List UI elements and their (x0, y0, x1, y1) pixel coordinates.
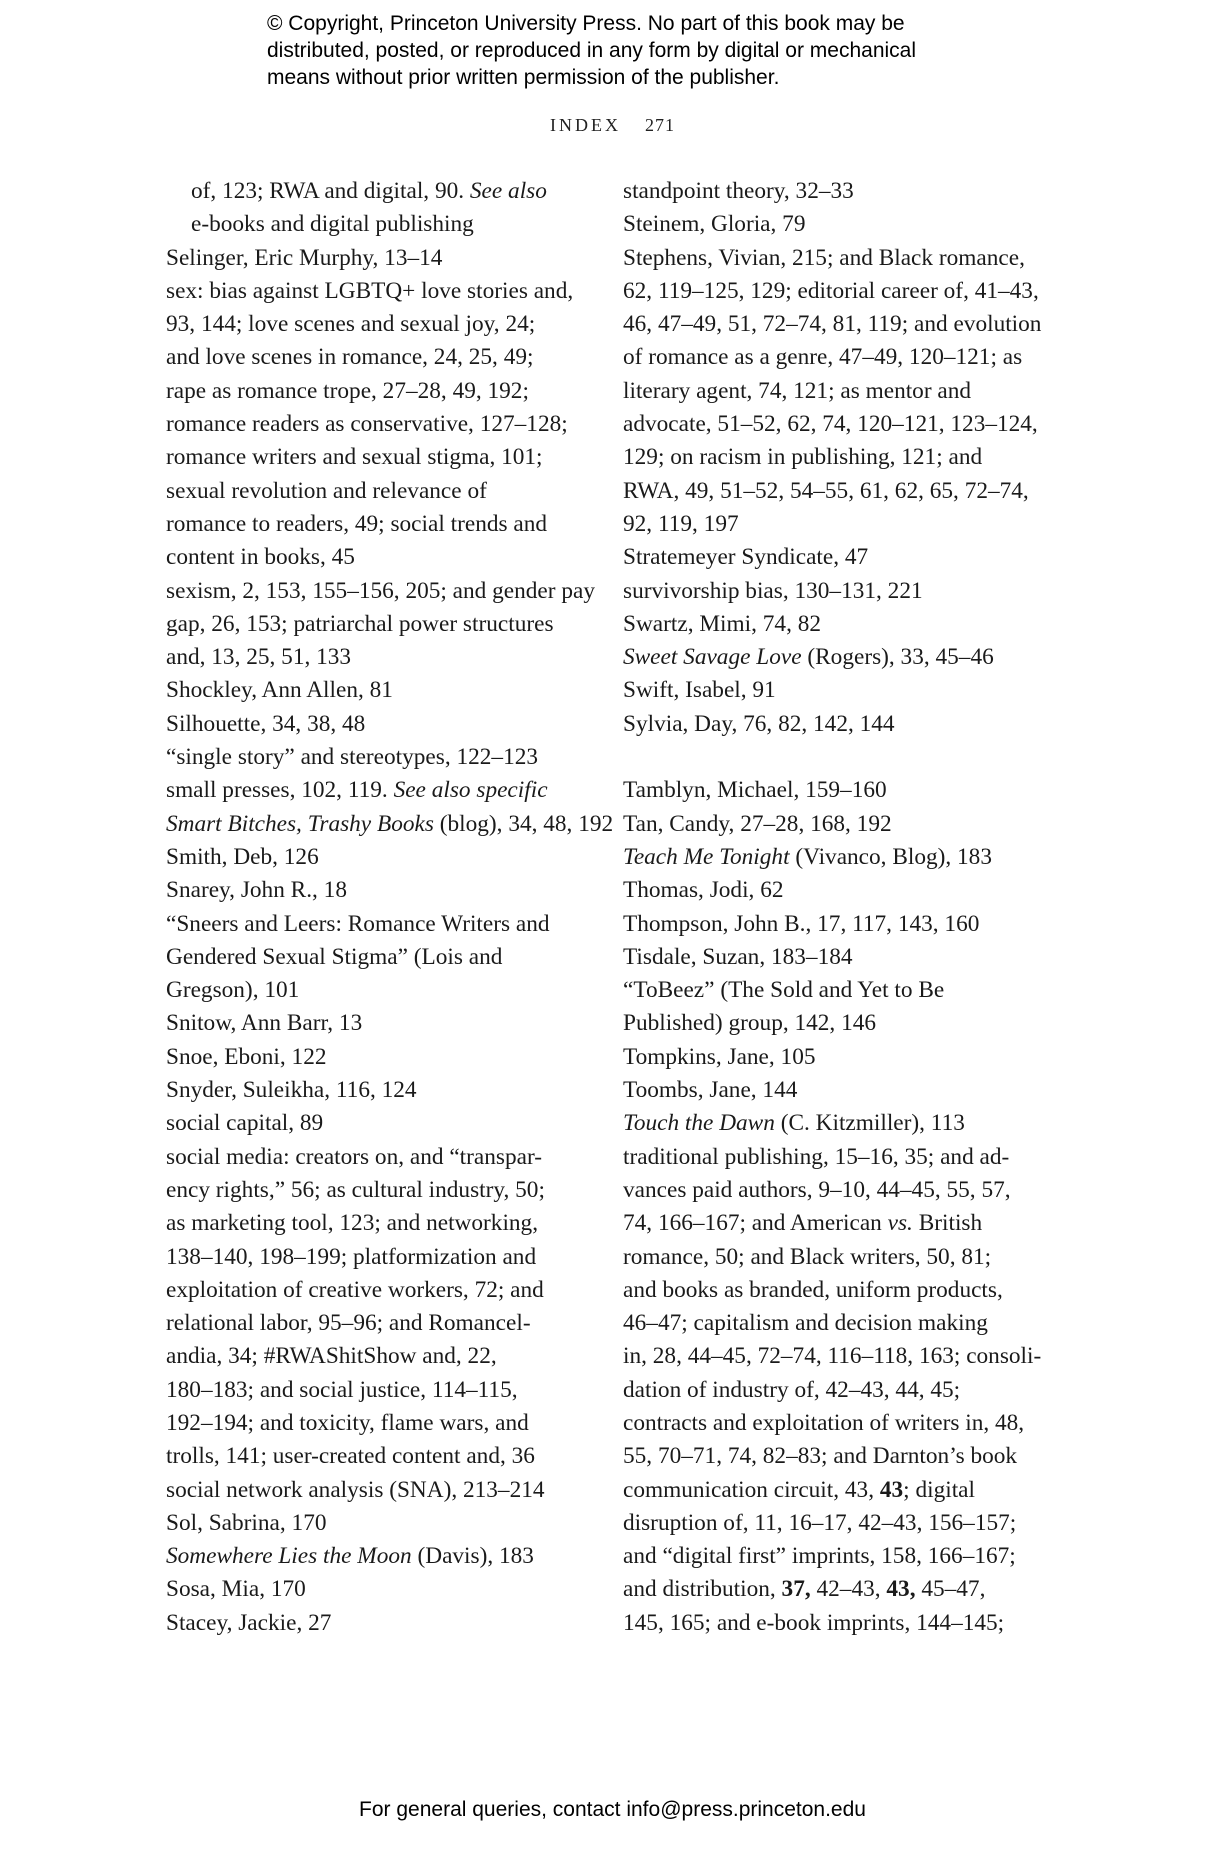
index-text-run: Shockley, Ann Allen, 81 (166, 677, 393, 704)
footer-contact: For general queries, contact info@press.princeton.edu (359, 1798, 866, 1821)
index-text-run: exploitation of creative workers, 72; and (166, 1276, 544, 1303)
index-entry-line (166, 475, 586, 508)
index-entry-line (623, 308, 1053, 341)
index-entry-continued (166, 175, 586, 242)
index-entry-line (623, 674, 1053, 707)
index-text-run: Swift, Isabel, 91 (623, 677, 776, 704)
index-text-run: Thomas, Jodi, 62 (623, 877, 784, 904)
index-entry-line (623, 575, 1053, 608)
index-entry-line (166, 1174, 586, 1207)
copyright-line: distributed, posted, or reproduced in any form by digital or mechanical (267, 39, 917, 62)
index-text-run: RWA, 49, 51–52, 54–55, 61, 62, 65, 72–74, (623, 477, 1029, 504)
index-text-run: 93, 144; love scenes and sexual joy, 24; (166, 311, 536, 338)
index-entry-line (623, 1407, 1053, 1440)
index-entry (166, 242, 586, 275)
index-text-run: 62, 119–125, 129; editorial career of, 41–43, (623, 277, 1039, 304)
index-entry-line (623, 1074, 1053, 1107)
index-entry-line (623, 1507, 1053, 1540)
index-entry (623, 175, 1053, 208)
index-entry-line (166, 608, 586, 641)
index-entry (166, 275, 586, 575)
index-entry-line (623, 708, 1053, 741)
index-text-run: “ToBeez” (The Sold and Yet to Be (623, 977, 945, 1004)
index-entry-line (166, 242, 586, 275)
index-entry-line (166, 308, 586, 341)
index-entry-line (623, 941, 1053, 974)
index-entry-line (166, 1007, 586, 1040)
index-text-run: as marketing tool, 123; and networking, (166, 1210, 539, 1237)
index-entry-line (623, 1207, 1053, 1240)
index-text-run: Thompson, John B., 17, 117, 143, 160 (623, 910, 980, 937)
index-text-run: vs. (887, 1210, 913, 1237)
index-text-run: (Davis), 183 (411, 1543, 534, 1570)
index-entry (623, 242, 1053, 542)
index-entry (623, 941, 1053, 974)
index-text-run: trolls, 141; user-created content and, 36 (166, 1443, 535, 1470)
index-text-run: (Vivanco, Blog), 183 (789, 843, 992, 870)
index-text-run: content in books, 45 (166, 544, 355, 571)
index-text-run: Snarey, John R., 18 (166, 877, 347, 904)
index-entry-line (623, 375, 1053, 408)
index-text-run: and “digital first” imprints, 158, 166–167; (623, 1543, 1016, 1570)
index-entry (623, 575, 1053, 608)
index-entry (623, 841, 1053, 874)
index-text-run: of, 123; RWA and digital, 90. (191, 178, 470, 204)
index-text-run: Published) group, 142, 146 (623, 1010, 877, 1037)
index-text-run: rape as romance trope, 27–28, 49, 192; (166, 377, 529, 404)
index-text-run: social media: creators on, and “transpar- (166, 1143, 543, 1170)
index-text-run: Tisdale, Suzan, 183–184 (623, 943, 853, 970)
index-entry-line (166, 741, 586, 774)
index-text-run: 43, (886, 1576, 916, 1603)
index-entry-line (623, 974, 1053, 1007)
index-entry-line (166, 941, 586, 974)
index-text-run: Sosa, Mia, 170 (166, 1576, 306, 1603)
index-entry-line (166, 1241, 586, 1274)
index-entry (166, 1107, 586, 1140)
index-text-run: Snoe, Eboni, 122 (166, 1043, 327, 1070)
index-entry-line (166, 1307, 586, 1340)
index-entry-line (623, 1374, 1053, 1407)
index-text-run: contracts and exploitation of writers in, 48, (623, 1409, 1025, 1436)
index-entry-line (623, 774, 1053, 807)
index-entry-line (623, 1174, 1053, 1207)
index-entry-line (166, 1607, 586, 1640)
index-entry (623, 1107, 1053, 1140)
index-entry (166, 908, 586, 1008)
index-text-run: (blog), 34, 48, 192 (433, 810, 614, 837)
index-text-run: sexual revolution and relevance of (166, 477, 487, 504)
index-text-run: See also specific (393, 777, 548, 804)
index-entry-line (166, 375, 586, 408)
index-entry (166, 1507, 586, 1540)
index-text-run: 138–140, 198–199; platformization and (166, 1243, 537, 1270)
index-text-run: Stacey, Jackie, 27 (166, 1609, 332, 1636)
index-text-run: andia, 34; #RWAShitShow and, 22, (166, 1343, 497, 1370)
index-entry-line (166, 1374, 586, 1407)
index-text-run: British (912, 1210, 983, 1237)
index-column-right (623, 175, 1053, 1640)
index-text-run: Touch the Dawn (623, 1110, 775, 1137)
index-entry (623, 641, 1053, 674)
index-entry-line (623, 841, 1053, 874)
running-head-title: INDEX (550, 115, 621, 135)
index-text-run: “single story” and stereotypes, 122–123 (166, 744, 539, 771)
index-entry-line (166, 974, 586, 1007)
index-entry-line (623, 808, 1053, 841)
index-text-run: Somewhere Lies the Moon (166, 1543, 412, 1570)
index-text-run: Sweet Savage Love (623, 644, 802, 671)
index-entry (623, 808, 1053, 841)
index-text-run: 37, (781, 1576, 811, 1603)
index-entry-line (166, 708, 586, 741)
index-entry-line (623, 441, 1053, 474)
index-entry-line (166, 1474, 586, 1507)
index-text-run: 92, 119, 197 (623, 510, 739, 537)
index-text-run: and distribution, (623, 1576, 782, 1603)
index-entry-line (166, 1507, 586, 1540)
index-text-run: social capital, 89 (166, 1110, 324, 1137)
index-entry-line (166, 1573, 586, 1606)
index-text-run: standpoint theory, 32–33 (623, 178, 854, 204)
index-entry-line (623, 1340, 1053, 1373)
index-entry-line (623, 608, 1053, 641)
index-entry (623, 774, 1053, 807)
index-entry-line (166, 1340, 586, 1373)
index-text-run: Tan, Candy, 27–28, 168, 192 (623, 810, 892, 837)
copyright-notice (267, 10, 1027, 91)
index-entry (166, 1074, 586, 1107)
index-entry-line (623, 208, 1053, 241)
index-entry (166, 1007, 586, 1040)
index-text-run: traditional publishing, 15–16, 35; and ad- (623, 1143, 1010, 1170)
running-head (0, 115, 1225, 136)
index-text-run: relational labor, 95–96; and Romancel- (166, 1310, 531, 1337)
index-text-run: Toombs, Jane, 144 (623, 1077, 798, 1104)
index-entry-line (623, 1107, 1053, 1140)
index-entry-line (166, 1041, 586, 1074)
index-entry-line (623, 242, 1053, 275)
index-text-run: romance readers as conservative, 127–128; (166, 411, 568, 438)
index-text-run: (Rogers), 33, 45–46 (801, 644, 994, 671)
index-text-run: See also (469, 178, 547, 204)
index-text-run: Stratemeyer Syndicate, 47 (623, 544, 869, 571)
index-text-run: 43 (879, 1476, 904, 1503)
index-entry-line (166, 641, 586, 674)
index-entry-line (623, 1440, 1053, 1473)
index-entry (166, 774, 586, 807)
index-entry-line (166, 408, 586, 441)
index-entry-line (623, 641, 1053, 674)
index-text-run: and love scenes in romance, 24, 25, 49; (166, 344, 534, 371)
index-entry-line (166, 441, 586, 474)
index-entry (623, 208, 1053, 241)
index-entry-line (623, 341, 1053, 374)
index-entry-line (623, 475, 1053, 508)
index-entry (623, 708, 1053, 741)
index-text-run: Silhouette, 34, 38, 48 (166, 710, 366, 737)
index-entry-line (166, 508, 586, 541)
index-text-run: disruption of, 11, 16–17, 42–43, 156–157; (623, 1509, 1017, 1536)
index-text-run: 45–47, (915, 1576, 986, 1603)
copyright-line: © Copyright, Princeton University Press. No part of this book may be (267, 12, 905, 35)
index-text-run: gap, 26, 153; patriarchal power structures (166, 610, 554, 637)
index-text-run: 42–43, (810, 1576, 887, 1603)
index-entry-line (623, 1474, 1053, 1507)
index-text-run: in, 28, 44–45, 72–74, 116–118, 163; consoli- (623, 1343, 1042, 1370)
index-entry-line (166, 1107, 586, 1140)
index-entry-line (166, 1440, 586, 1473)
index-text-run: survivorship bias, 130–131, 221 (623, 577, 923, 604)
index-text-run: Gregson), 101 (166, 977, 300, 1004)
index-text-run: 46, 47–49, 51, 72–74, 81, 119; and evolution (623, 311, 1042, 338)
index-text-run: ency rights,” 56; as cultural industry, 50; (166, 1176, 545, 1203)
index-entry-line (166, 1141, 586, 1174)
index-entry (623, 908, 1053, 941)
index-text-run: small presses, 102, 119. (166, 777, 394, 804)
index-entry (166, 1474, 586, 1507)
index-entry (623, 608, 1053, 641)
index-entry-line (166, 808, 614, 841)
index-entry-line (166, 541, 586, 574)
index-entry-line (166, 1540, 586, 1573)
index-text-run: Teach Me Tonight (623, 843, 790, 870)
index-entry-line (623, 408, 1053, 441)
index-text-run: Selinger, Eric Murphy, 13–14 (166, 244, 443, 271)
index-text-run: and, 13, 25, 51, 133 (166, 644, 352, 671)
index-text-run: Smith, Deb, 126 (166, 843, 319, 870)
index-text-run: sex: bias against LGBTQ+ love stories and, (166, 277, 574, 304)
index-entry-line (623, 1573, 1053, 1606)
index-text-run: Sylvia, Day, 76, 82, 142, 144 (623, 710, 895, 737)
index-text-run: advocate, 51–52, 62, 74, 120–121, 123–124, (623, 411, 1038, 438)
index-entry (166, 1540, 586, 1573)
index-entry (166, 1141, 586, 1474)
index-entry (166, 841, 586, 874)
index-text-run: ; digital (903, 1476, 975, 1503)
index-entry-line (191, 175, 586, 208)
index-text-run: Tompkins, Jane, 105 (623, 1043, 816, 1070)
index-text-run: Snitow, Ann Barr, 13 (166, 1010, 363, 1037)
index-text-run: communication circuit, 43, (623, 1476, 880, 1503)
index-entry-line (623, 508, 1053, 541)
index-entry-line (623, 1141, 1053, 1174)
index-entry (166, 808, 614, 841)
index-entry-line (166, 774, 586, 807)
index-entry (166, 1041, 586, 1074)
index-text-run: 74, 166–167; and American (623, 1210, 888, 1237)
index-entry-line (166, 575, 595, 608)
index-entry (166, 575, 595, 675)
index-entry (166, 1573, 586, 1606)
index-entry-line (166, 841, 586, 874)
copyright-line: means without prior written permission of the publisher. (267, 66, 780, 89)
index-entry-line (623, 541, 1053, 574)
index-text-run: social network analysis (SNA), 213–214 (166, 1476, 545, 1503)
index-entry-line (166, 1274, 586, 1307)
index-entry (166, 674, 586, 707)
index-entry-line (166, 1074, 586, 1107)
index-text-run: Sol, Sabrina, 170 (166, 1509, 327, 1536)
index-text-run: Steinem, Gloria, 79 (623, 211, 806, 238)
index-text-run: romance writers and sexual stigma, 101; (166, 444, 543, 471)
index-entry-line (623, 1241, 1053, 1274)
index-entry-line (623, 175, 1053, 208)
index-text-run: e-books and digital publishing (191, 211, 474, 238)
index-column-left (166, 175, 614, 1640)
index-text-run: (C. Kitzmiller), 113 (774, 1110, 965, 1137)
index-text-run: Smart Bitches, Trashy Books (166, 810, 434, 837)
index-text-run: Gendered Sexual Stigma” (Lois and (166, 943, 503, 970)
index-text-run: 192–194; and toxicity, flame wars, and (166, 1409, 529, 1436)
index-entry-line (623, 1607, 1053, 1640)
index-text-run: Stephens, Vivian, 215; and Black romance, (623, 244, 1025, 271)
index-entry-line (166, 1207, 586, 1240)
index-entry-line (623, 1041, 1053, 1074)
index-entry (623, 674, 1053, 707)
index-text-run: of romance as a genre, 47–49, 120–121; as (623, 344, 1023, 371)
index-text-run: 180–183; and social justice, 114–115, (166, 1376, 518, 1403)
index-text-run: 145, 165; and e-book imprints, 144–145; (623, 1609, 1005, 1636)
index-entry-line (623, 908, 1053, 941)
index-text-run: 129; on racism in publishing, 121; and (623, 444, 983, 471)
index-entry (623, 874, 1053, 907)
index-entry (623, 1041, 1053, 1074)
index-text-run: sexism, 2, 153, 155–156, 205; and gender pay (166, 577, 595, 604)
letter-section-gap (623, 741, 1053, 774)
index-text-run: 55, 70–71, 74, 82–83; and Darnton’s book (623, 1443, 1018, 1470)
index-entry-line (623, 1540, 1053, 1573)
index-entry (166, 874, 586, 907)
index-entry (166, 1607, 586, 1640)
index-text-run: 46–47; capitalism and decision making (623, 1310, 988, 1337)
index-text-run: romance, 50; and Black writers, 50, 81; (623, 1243, 992, 1270)
index-entry-line (623, 1274, 1053, 1307)
index-entry-line (623, 1007, 1053, 1040)
page-number: 271 (645, 115, 675, 135)
index-entry (623, 1074, 1053, 1107)
index-entry-line (623, 1307, 1053, 1340)
index-text-run: literary agent, 74, 121; as mentor and (623, 377, 972, 404)
index-text-run: Snyder, Suleikha, 116, 124 (166, 1077, 417, 1104)
index-text-run: vances paid authors, 9–10, 44–45, 55, 57, (623, 1176, 1011, 1203)
index-text-run: dation of industry of, 42–43, 44, 45; (623, 1376, 961, 1403)
index-text-run: “Sneers and Leers: Romance Writers and (166, 910, 550, 937)
index-entry-line (166, 908, 586, 941)
index-entry-line (166, 275, 586, 308)
index-entry-line (191, 208, 586, 241)
index-entry (623, 974, 1053, 1041)
index-entry (623, 1141, 1053, 1640)
index-entry-line (166, 674, 586, 707)
index-entry-line (623, 275, 1053, 308)
index-text-run: romance to readers, 49; social trends and (166, 510, 548, 537)
index-text-run: Tamblyn, Michael, 159–160 (623, 777, 887, 804)
index-entry (166, 741, 586, 774)
index-text-run: and books as branded, uniform products, (623, 1276, 1003, 1303)
index-entry-line (166, 341, 586, 374)
index-text-run: Swartz, Mimi, 74, 82 (623, 610, 822, 637)
index-entry (166, 708, 586, 741)
index-entry-line (166, 874, 586, 907)
index-entry-line (623, 874, 1053, 907)
index-entry (623, 541, 1053, 574)
index-entry-line (166, 1407, 586, 1440)
